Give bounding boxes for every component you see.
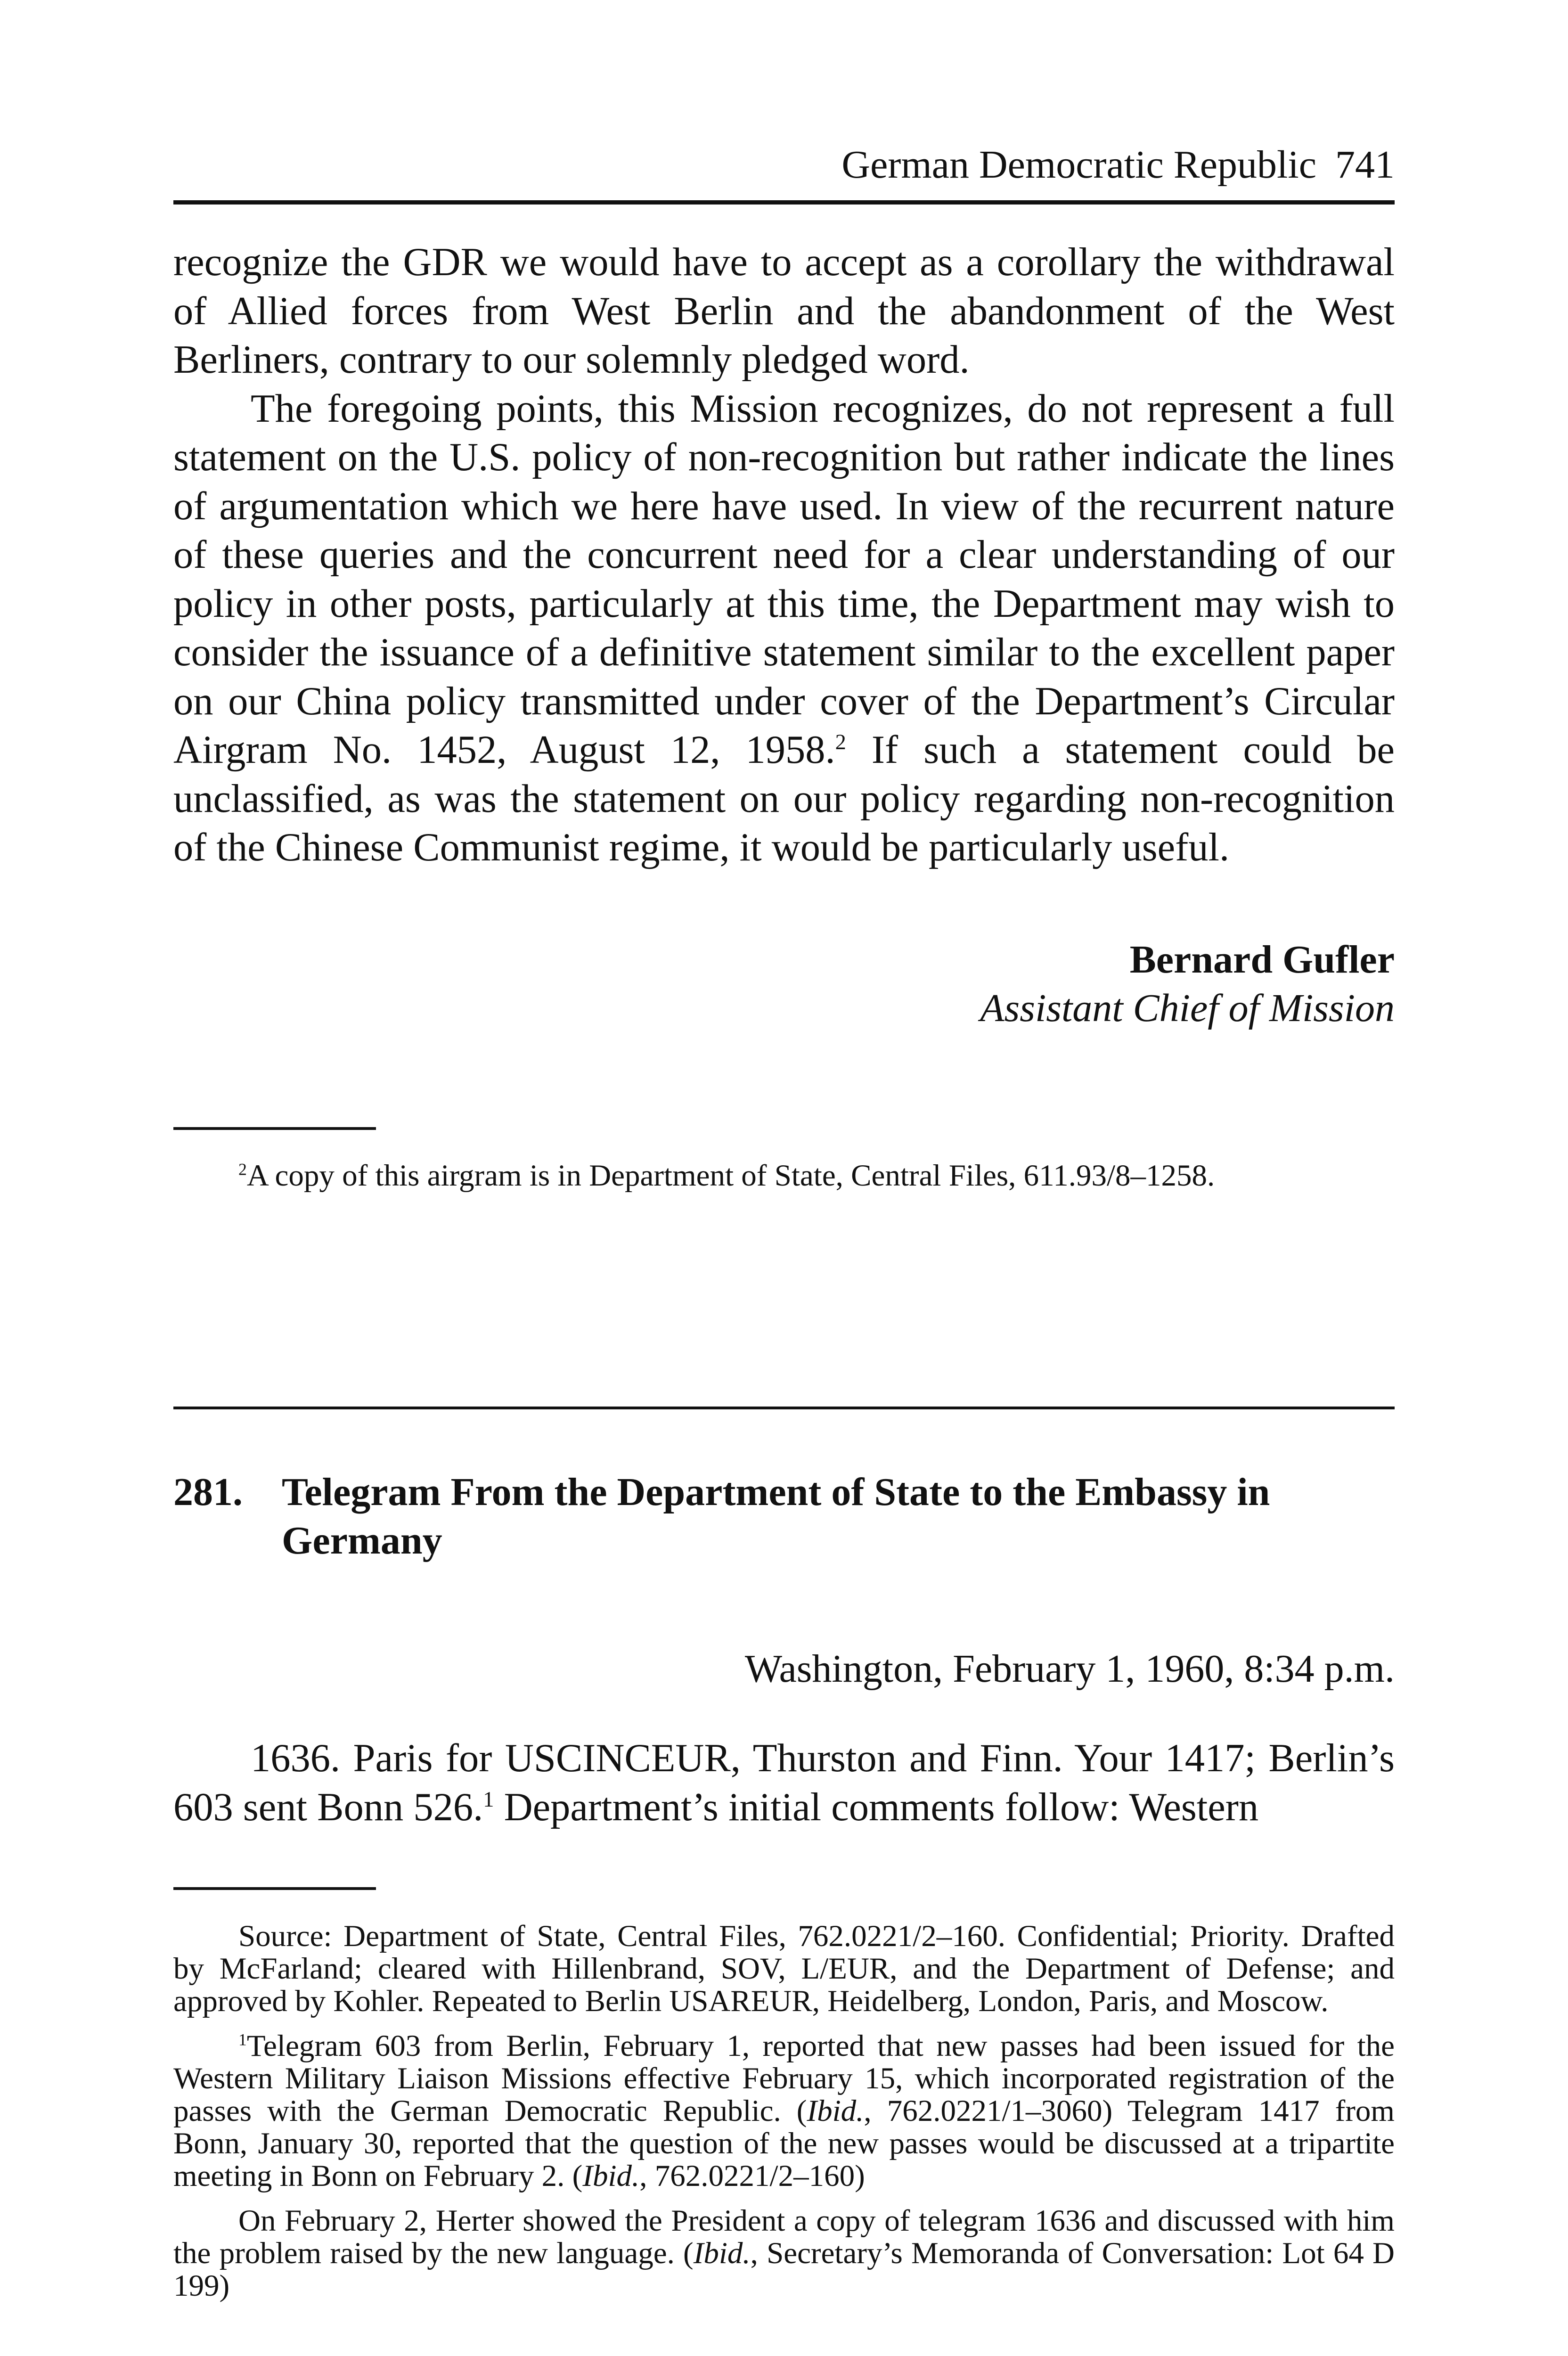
signature-block — [980, 935, 1395, 1032]
footnote-1-ibid-2: Ibid. — [582, 2159, 640, 2193]
footnote-1-ibid-1: Ibid. — [807, 2094, 864, 2128]
source-note: Source: Department of State, Central Files, 762.0221/2–160. Confidential; Priority. Drafted by McFarland; cleared with Hillenbrand, SOV, L/EUR, and the Department of Defense; and approved by Kohler. Repeated to Berlin USAREUR, Heidelberg, London, Paris, and Moscow. — [173, 1919, 1395, 2018]
footnote-rule-bottom — [173, 1887, 376, 1890]
footnote-1-marker: 1 — [238, 2030, 247, 2049]
footnote-1-text-c: , 762.0221/2–160) — [639, 2159, 865, 2193]
dateline: Washington, February 1, 1960, 8:34 p.m. — [744, 1647, 1395, 1691]
page-number: 741 — [1335, 143, 1395, 187]
paragraph-1: recognize the GDR we would have to accept as a corollary the withdrawal of Allied forces from West Berlin and the abandonment of the West Berliners, contrary to our solemnly pledged word. — [173, 240, 1395, 382]
footnote-1-cont-text-a: On February 2, Herter showed the President a copy of telegram 1636 and discussed with him the problem raised by the new language. ( — [173, 2204, 1395, 2270]
footnote-1 — [173, 2030, 1395, 2192]
footnote-ref-2[interactable]: 2 — [835, 730, 846, 754]
footnote-1-text-b: , 762.0221/1–3060) Telegram 1417 from Bonn, January 30, reported that the question of the new passes would be discussed at a tripartite meeting in Bonn on February 2. ( — [173, 2094, 1395, 2193]
paragraph-2 — [173, 384, 1395, 872]
paragraph-2-text: The foregoing points, this Mission recognizes, do not represent a full statement on the U.S. policy of non-recognition but rather indicate the lines of argumentation which we here have used. In view of the recurrent nature of these queries and the concurrent need for a clear understanding of our policy in other posts, particularly at this time, the Department may wish to consider the issuance of a definitive statement similar to the excellent paper on our China policy transmitted under cover of the Department’s Circular Airgram No. 1452, August 12, 1958. — [173, 386, 1395, 772]
signer-title: Assistant Chief of Mission — [980, 986, 1395, 1030]
footnote-1-continuation — [173, 2205, 1395, 2302]
running-title: German Democratic Republic — [841, 143, 1316, 187]
document-heading — [173, 1468, 1395, 1565]
footnote-1-text-a: Telegram 603 from Berlin, February 1, reported that new passes had been issued for the Western Military Liaison Missions effective February 15, which incorporated registration of the passes with the German Democratic Republic. ( — [173, 2029, 1395, 2128]
footnotes — [173, 1920, 1395, 2315]
document-title: Telegram From the Department of State to the Embassy in Germany — [282, 1470, 1270, 1562]
footnote-2-text: A copy of this airgram is in Department of State, Central Files, 611.93/8–1258. — [246, 1159, 1215, 1193]
paragraph-3: If such a statement could be unclassified, as was the statement on our policy regarding non-recognition of the Chinese Communist regime, it would be particularly useful. — [173, 728, 1395, 869]
footnote-1-cont-text-b: , Secretary’s Memoranda of Conversation: Lot 64 D 199) — [173, 2236, 1395, 2303]
telegram-text-end: Department’s initial comments follow: Western — [504, 1785, 1259, 1829]
telegram-text-start: 1636. Paris for USCINCEUR, Thurston and Finn. Your 1417; Berlin’s 603 sent Bonn 526. — [173, 1736, 1395, 1829]
running-head — [841, 141, 1395, 188]
footnote-2 — [173, 1157, 1395, 1194]
footnote-1-cont-ibid: Ibid. — [693, 2236, 751, 2270]
header-rule — [173, 200, 1395, 205]
footnote-2-marker: 2 — [238, 1160, 247, 1179]
body-text — [173, 238, 1395, 872]
document-number: 281. — [173, 1470, 243, 1514]
signer-name: Bernard Gufler — [1129, 938, 1395, 982]
section-divider — [173, 1407, 1395, 1409]
telegram-text — [173, 1734, 1395, 1832]
footnote-ref-1[interactable]: 1 — [483, 1787, 494, 1812]
footnote-rule-top — [173, 1127, 376, 1130]
